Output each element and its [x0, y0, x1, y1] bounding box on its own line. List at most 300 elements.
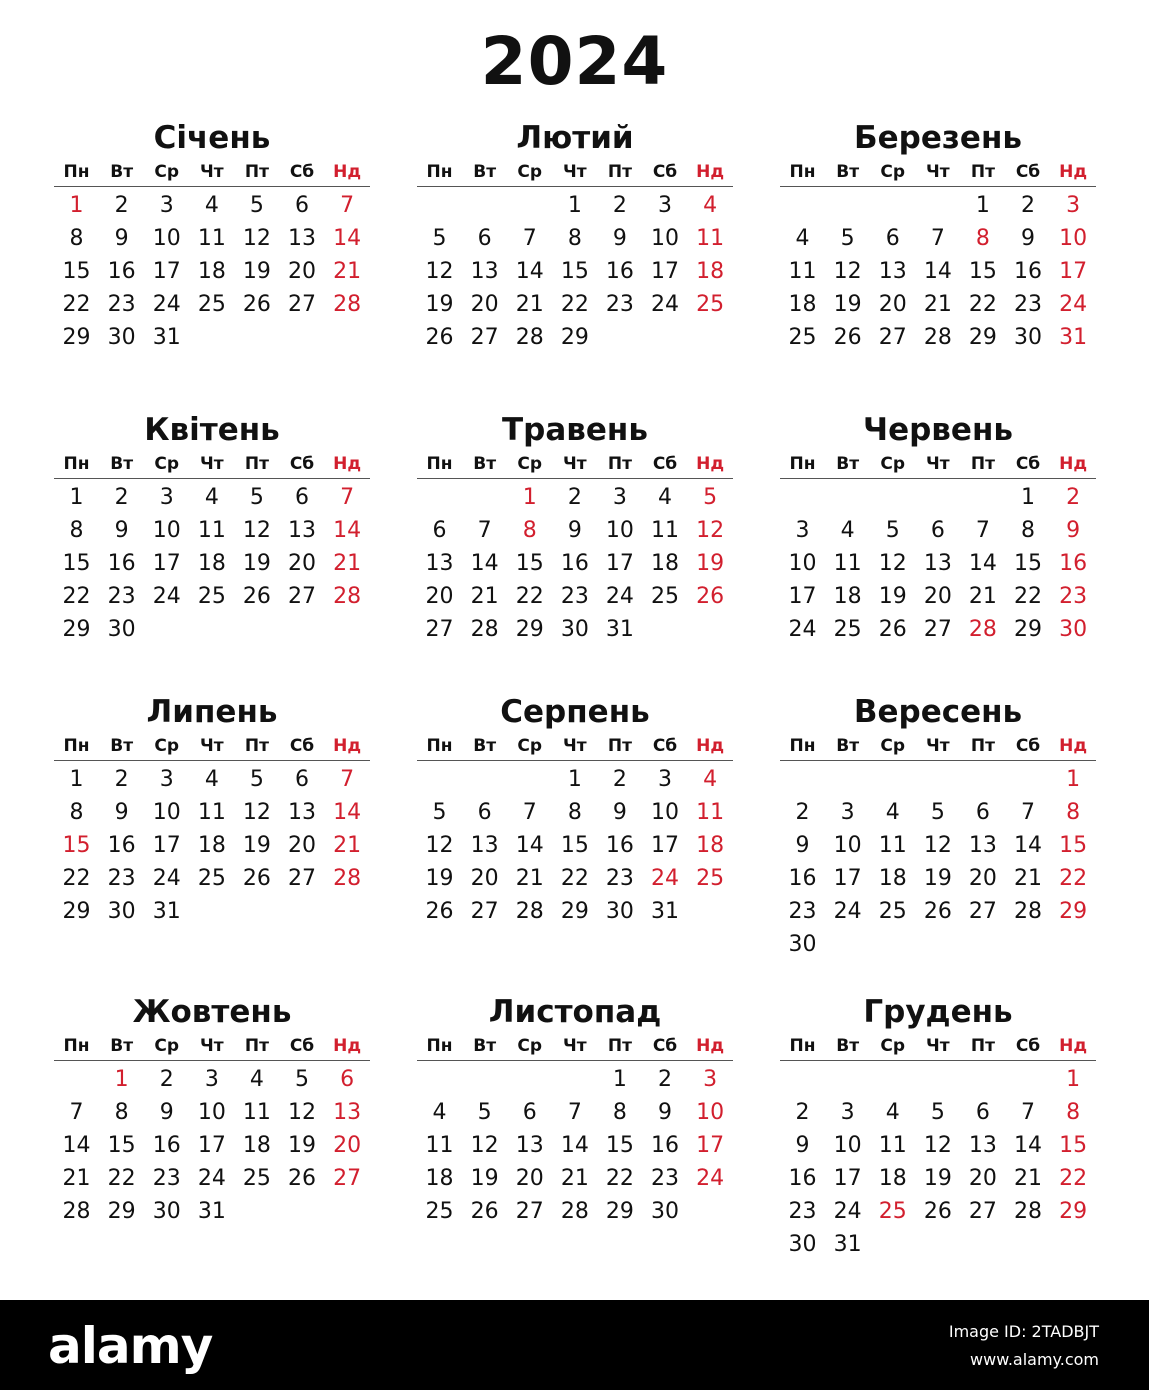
day-cell: 29 [515, 617, 544, 643]
day-cell: 21 [333, 833, 362, 859]
day-cell: 12 [425, 259, 454, 285]
weekday-label: Пт [234, 732, 279, 761]
day-cell: 4 [432, 1100, 447, 1126]
day-cell: 1 [522, 485, 537, 510]
day-cell: 11 [651, 518, 680, 544]
day-cell: 17 [651, 259, 680, 285]
day-cell: 29 [62, 899, 91, 925]
weekday-label: Пт [597, 450, 642, 479]
day-cell: 20 [515, 1166, 544, 1192]
day-cell: 28 [470, 617, 499, 643]
day-cell: 8 [975, 226, 990, 252]
day-cell: 20 [288, 259, 317, 285]
day-cell: 5 [885, 518, 900, 544]
day-cell: 9 [159, 1100, 174, 1126]
weekday-label: Нд [1051, 158, 1096, 187]
day-cell: 6 [930, 518, 945, 544]
day-cell: 28 [560, 1199, 589, 1225]
day-cell: 14 [333, 226, 362, 252]
weekday-label: Пт [597, 732, 642, 761]
day-cell: 16 [788, 866, 817, 892]
day-cell: 6 [295, 485, 310, 510]
day-cell: 6 [975, 1100, 990, 1126]
day-cell: 14 [515, 259, 544, 285]
month-name: Березень [854, 120, 1022, 156]
weekday-label: Нд [688, 158, 733, 187]
day-cell: 18 [696, 833, 725, 859]
day-cell: 8 [1066, 800, 1081, 826]
weekday-label: Нд [688, 450, 733, 479]
day-cell: 6 [432, 518, 447, 544]
stock-url: www.alamy.com [970, 1350, 1099, 1369]
day-cell: 5 [295, 1067, 310, 1092]
day-cell: 12 [470, 1133, 499, 1159]
day-cell: 16 [152, 1133, 181, 1159]
day-cell: 14 [333, 800, 362, 826]
day-cell: 29 [62, 617, 91, 643]
day-cell: 30 [107, 617, 136, 643]
day-cell: 12 [242, 518, 271, 544]
day-cell: 10 [197, 1100, 226, 1126]
day-cell: 25 [651, 584, 680, 610]
weekday-label: Пт [234, 450, 279, 479]
day-cell: 2 [159, 1067, 174, 1092]
empty-cell [417, 481, 462, 514]
day-cell: 19 [696, 551, 725, 577]
weekday-label: Сб [279, 732, 324, 761]
day-cell: 4 [885, 800, 900, 826]
weekday-label: Чт [189, 1032, 234, 1061]
day-cell: 28 [968, 617, 997, 643]
day-cell: 29 [968, 325, 997, 351]
day-cell: 13 [968, 833, 997, 859]
weekday-label: Ср [144, 732, 189, 761]
weekday-label: Сб [279, 1032, 324, 1061]
day-cell: 12 [425, 833, 454, 859]
weekday-label: Вт [825, 450, 870, 479]
day-cell: 7 [477, 518, 492, 544]
day-cell: 12 [288, 1100, 317, 1126]
day-cell: 5 [249, 485, 264, 510]
empty-cell [417, 189, 462, 222]
day-cell: 13 [288, 518, 317, 544]
day-cell: 22 [62, 866, 91, 892]
weekday-label: Чт [189, 450, 234, 479]
day-cell: 5 [432, 226, 447, 252]
day-cell: 2 [1066, 485, 1081, 510]
day-cell: 23 [788, 1199, 817, 1225]
day-cell: 15 [1014, 551, 1043, 577]
weekday-label: Сб [642, 732, 687, 761]
day-cell: 1 [567, 767, 582, 792]
weekday-label: Нд [325, 158, 370, 187]
empty-cell [780, 1063, 825, 1096]
empty-cell [1005, 1063, 1050, 1096]
day-cell: 29 [1059, 1199, 1088, 1225]
day-cell: 19 [242, 551, 271, 577]
day-cell: 6 [295, 193, 310, 218]
day-cell: 12 [923, 1133, 952, 1159]
day-cell: 4 [658, 485, 673, 510]
weekday-label: Сб [1005, 450, 1050, 479]
day-cell: 31 [1059, 325, 1088, 351]
day-cell: 4 [204, 767, 219, 792]
day-cell: 25 [425, 1199, 454, 1225]
weekday-label: Пн [780, 1032, 825, 1061]
day-cell: 30 [788, 1232, 817, 1258]
weekday-label: Нд [688, 1032, 733, 1061]
day-cell: 10 [651, 226, 680, 252]
day-cell: 7 [567, 1100, 582, 1126]
day-cell: 10 [152, 518, 181, 544]
day-cell: 29 [560, 325, 589, 351]
empty-cell [960, 481, 1005, 514]
day-cell: 26 [833, 325, 862, 351]
day-cell: 17 [833, 1166, 862, 1192]
day-cell: 31 [833, 1232, 862, 1258]
day-cell: 9 [795, 1133, 810, 1159]
day-cell: 30 [605, 899, 634, 925]
day-cell: 14 [333, 518, 362, 544]
day-cell: 26 [425, 325, 454, 351]
month-days-grid [780, 450, 1096, 646]
day-cell: 3 [658, 767, 673, 792]
day-cell: 21 [968, 584, 997, 610]
day-cell: 25 [788, 325, 817, 351]
month-block [780, 692, 1096, 962]
empty-cell [870, 763, 915, 796]
weekday-label: Вт [462, 732, 507, 761]
day-cell: 13 [470, 833, 499, 859]
day-cell: 7 [1021, 800, 1036, 826]
day-cell: 17 [696, 1133, 725, 1159]
month-days-grid [54, 1032, 370, 1228]
month-days-grid [780, 158, 1096, 354]
day-cell: 9 [795, 833, 810, 859]
day-cell: 18 [197, 551, 226, 577]
day-cell: 20 [288, 833, 317, 859]
empty-cell [915, 763, 960, 796]
day-cell: 6 [885, 226, 900, 252]
day-cell: 25 [197, 584, 226, 610]
month-block [54, 410, 370, 646]
day-cell: 9 [1021, 226, 1036, 252]
day-cell: 22 [107, 1166, 136, 1192]
day-cell: 6 [477, 800, 492, 826]
weekday-label: Чт [915, 158, 960, 187]
day-cell: 5 [432, 800, 447, 826]
day-cell: 14 [515, 833, 544, 859]
day-cell: 24 [651, 866, 680, 892]
day-cell: 28 [62, 1199, 91, 1225]
weekday-label: Ср [870, 1032, 915, 1061]
day-cell: 15 [107, 1133, 136, 1159]
weekday-label: Ср [870, 450, 915, 479]
day-cell: 31 [605, 617, 634, 643]
empty-cell [54, 1063, 99, 1096]
month-days-grid [417, 450, 733, 646]
day-cell: 2 [1021, 193, 1036, 218]
day-cell: 7 [340, 485, 355, 510]
weekday-label: Вт [462, 1032, 507, 1061]
day-cell: 7 [975, 518, 990, 544]
weekday-label: Пт [960, 450, 1005, 479]
day-cell: 9 [114, 226, 129, 252]
day-cell: 13 [288, 800, 317, 826]
empty-cell [417, 763, 462, 796]
day-cell: 27 [878, 325, 907, 351]
weekday-label: Вт [462, 450, 507, 479]
day-cell: 22 [62, 292, 91, 318]
day-cell: 1 [975, 193, 990, 218]
weekday-label: Нд [688, 732, 733, 761]
day-cell: 10 [833, 833, 862, 859]
day-cell: 20 [968, 866, 997, 892]
day-cell: 27 [923, 617, 952, 643]
day-cell: 27 [333, 1166, 362, 1192]
day-cell: 12 [242, 226, 271, 252]
day-cell: 10 [788, 551, 817, 577]
day-cell: 17 [152, 551, 181, 577]
day-cell: 9 [612, 226, 627, 252]
empty-cell [825, 189, 870, 222]
month-name: Грудень [863, 994, 1013, 1030]
day-cell: 19 [425, 866, 454, 892]
day-cell: 15 [62, 551, 91, 577]
day-cell: 19 [923, 1166, 952, 1192]
day-cell: 2 [567, 485, 582, 510]
day-cell: 3 [703, 1067, 718, 1092]
day-cell: 22 [605, 1166, 634, 1192]
day-cell: 11 [878, 833, 907, 859]
day-cell: 12 [878, 551, 907, 577]
day-cell: 16 [107, 259, 136, 285]
day-cell: 28 [1014, 899, 1043, 925]
day-cell: 10 [696, 1100, 725, 1126]
day-cell: 14 [923, 259, 952, 285]
day-cell: 2 [114, 193, 129, 218]
month-days-grid [780, 732, 1096, 962]
weekday-label: Пт [597, 1032, 642, 1061]
month-days-grid [54, 158, 370, 354]
day-cell: 27 [968, 1199, 997, 1225]
day-cell: 11 [425, 1133, 454, 1159]
month-block [417, 992, 733, 1228]
day-cell: 8 [567, 800, 582, 826]
weekday-label: Нд [325, 450, 370, 479]
month-block [780, 118, 1096, 354]
day-cell: 10 [833, 1133, 862, 1159]
weekday-label: Чт [552, 158, 597, 187]
day-cell: 29 [1059, 899, 1088, 925]
day-cell: 25 [696, 866, 725, 892]
day-cell: 3 [840, 1100, 855, 1126]
weekday-label: Пн [417, 732, 462, 761]
day-cell: 12 [833, 259, 862, 285]
weekday-label: Пн [54, 1032, 99, 1061]
day-cell: 30 [560, 617, 589, 643]
day-cell: 28 [1014, 1199, 1043, 1225]
weekday-label: Сб [642, 450, 687, 479]
day-cell: 26 [242, 292, 271, 318]
day-cell: 16 [1014, 259, 1043, 285]
weekday-label: Пт [234, 158, 279, 187]
day-cell: 9 [567, 518, 582, 544]
day-cell: 1 [1066, 1067, 1081, 1092]
empty-cell [960, 1063, 1005, 1096]
day-cell: 17 [197, 1133, 226, 1159]
day-cell: 28 [333, 584, 362, 610]
weekday-label: Нд [1051, 1032, 1096, 1061]
weekday-label: Пн [417, 1032, 462, 1061]
weekday-label: Пн [417, 158, 462, 187]
day-cell: 16 [651, 1133, 680, 1159]
day-cell: 17 [1059, 259, 1088, 285]
empty-cell [507, 763, 552, 796]
day-cell: 27 [515, 1199, 544, 1225]
weekday-label: Вт [99, 450, 144, 479]
day-cell: 3 [612, 485, 627, 510]
weekday-label: Чт [915, 450, 960, 479]
day-cell: 27 [288, 292, 317, 318]
day-cell: 26 [878, 617, 907, 643]
watermark-bar [0, 1300, 1149, 1390]
weekday-label: Ср [870, 732, 915, 761]
day-cell: 5 [703, 485, 718, 510]
day-cell: 13 [968, 1133, 997, 1159]
day-cell: 1 [1021, 485, 1036, 510]
month-name: Листопад [488, 994, 662, 1030]
day-cell: 28 [333, 292, 362, 318]
day-cell: 23 [107, 292, 136, 318]
month-name: Липень [146, 694, 278, 730]
day-cell: 14 [560, 1133, 589, 1159]
day-cell: 31 [152, 325, 181, 351]
empty-cell [462, 763, 507, 796]
day-cell: 14 [62, 1133, 91, 1159]
day-cell: 5 [249, 767, 264, 792]
day-cell: 22 [1014, 584, 1043, 610]
day-cell: 8 [1021, 518, 1036, 544]
day-cell: 23 [788, 899, 817, 925]
year-title: 2024 [480, 23, 669, 100]
weekday-label: Пт [234, 1032, 279, 1061]
month-days-grid [54, 450, 370, 646]
month-block [780, 410, 1096, 646]
day-cell: 18 [242, 1133, 271, 1159]
day-cell: 18 [878, 866, 907, 892]
day-cell: 25 [197, 866, 226, 892]
weekday-label: Ср [507, 732, 552, 761]
day-cell: 26 [288, 1166, 317, 1192]
weekday-label: Сб [642, 1032, 687, 1061]
day-cell: 19 [425, 292, 454, 318]
day-cell: 3 [204, 1067, 219, 1092]
day-cell: 11 [242, 1100, 271, 1126]
day-cell: 8 [69, 518, 84, 544]
weekday-label: Нд [1051, 450, 1096, 479]
day-cell: 16 [107, 551, 136, 577]
day-cell: 25 [833, 617, 862, 643]
weekday-label: Нд [325, 732, 370, 761]
day-cell: 13 [425, 551, 454, 577]
day-cell: 23 [1059, 584, 1088, 610]
empty-cell [870, 481, 915, 514]
day-cell: 23 [107, 866, 136, 892]
day-cell: 21 [333, 551, 362, 577]
day-cell: 26 [923, 899, 952, 925]
day-cell: 31 [152, 899, 181, 925]
weekday-label: Вт [99, 732, 144, 761]
day-cell: 6 [295, 767, 310, 792]
day-cell: 21 [62, 1166, 91, 1192]
day-cell: 11 [197, 800, 226, 826]
empty-cell [417, 1063, 462, 1096]
day-cell: 21 [470, 584, 499, 610]
day-cell: 6 [477, 226, 492, 252]
day-cell: 8 [69, 800, 84, 826]
day-cell: 21 [923, 292, 952, 318]
day-cell: 24 [1059, 292, 1088, 318]
day-cell: 9 [1066, 518, 1081, 544]
day-cell: 29 [62, 325, 91, 351]
month-days-grid [417, 732, 733, 928]
day-cell: 22 [1059, 866, 1088, 892]
day-cell: 23 [107, 584, 136, 610]
day-cell: 10 [651, 800, 680, 826]
empty-cell [462, 189, 507, 222]
day-cell: 9 [114, 800, 129, 826]
weekday-label: Вт [825, 1032, 870, 1061]
day-cell: 9 [612, 800, 627, 826]
day-cell: 29 [560, 899, 589, 925]
day-cell: 7 [1021, 1100, 1036, 1126]
day-cell: 20 [878, 292, 907, 318]
month-name: Серпень [500, 694, 650, 730]
day-cell: 15 [605, 1133, 634, 1159]
day-cell: 30 [1014, 325, 1043, 351]
weekday-label: Ср [144, 158, 189, 187]
day-cell: 27 [288, 866, 317, 892]
day-cell: 5 [249, 193, 264, 218]
empty-cell [915, 189, 960, 222]
day-cell: 1 [612, 1067, 627, 1092]
day-cell: 2 [114, 485, 129, 510]
day-cell: 18 [197, 259, 226, 285]
day-cell: 24 [152, 292, 181, 318]
day-cell: 21 [333, 259, 362, 285]
month-block [417, 410, 733, 646]
day-cell: 3 [658, 193, 673, 218]
day-cell: 23 [651, 1166, 680, 1192]
day-cell: 17 [152, 259, 181, 285]
day-cell: 30 [107, 325, 136, 351]
alamy-logo: alamy [48, 1317, 213, 1375]
day-cell: 24 [833, 899, 862, 925]
day-cell: 27 [470, 899, 499, 925]
day-cell: 28 [333, 866, 362, 892]
day-cell: 30 [1059, 617, 1088, 643]
month-block [417, 692, 733, 928]
weekday-label: Пт [960, 158, 1005, 187]
weekday-label: Пт [960, 1032, 1005, 1061]
day-cell: 23 [1014, 292, 1043, 318]
day-cell: 16 [1059, 551, 1088, 577]
month-name: Квітень [144, 412, 280, 448]
day-cell: 15 [515, 551, 544, 577]
day-cell: 28 [923, 325, 952, 351]
day-cell: 21 [515, 866, 544, 892]
